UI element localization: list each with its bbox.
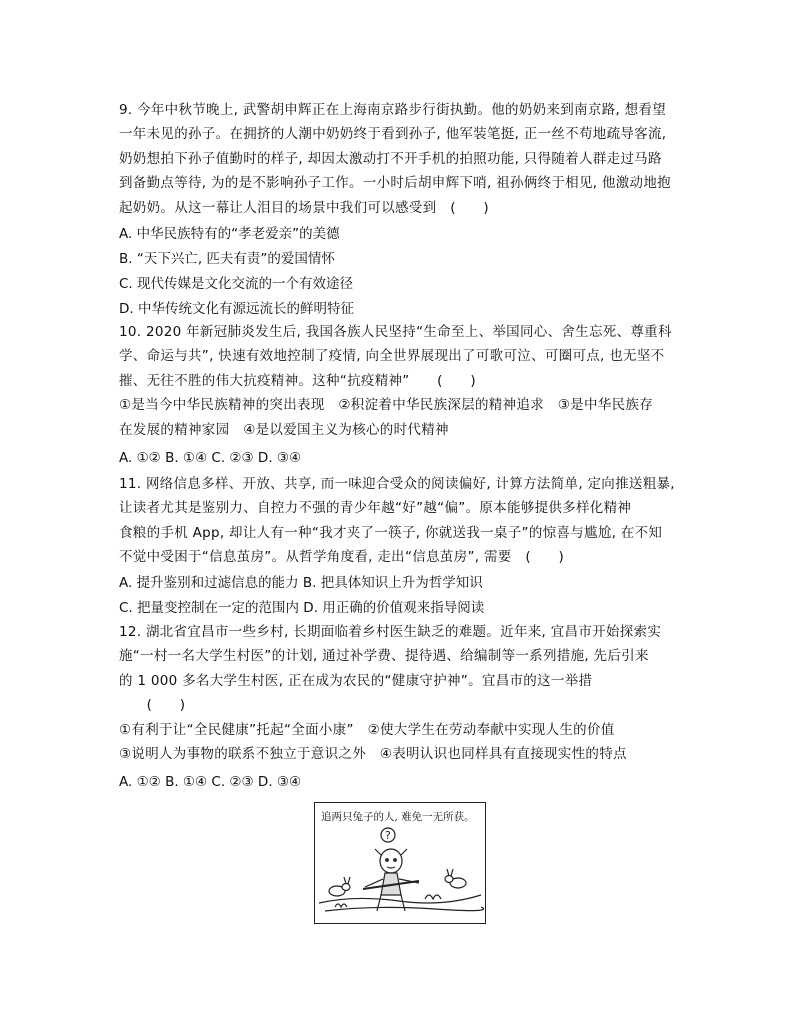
question-9 [119,98,677,220]
question-text-line: ①是当今中华民族精神的突出表现 ②积淀着中华民族深层的精神追求 ③是中华民族存 [119,397,654,414]
question-text-line: 9. 今年中秋节晚上, 武警胡申辉正在上海南京路步行街执勤。他的奶奶来到南京路, 想看望 [119,102,667,118]
question-text-line: 在发展的精神家园 ④是以爱国主义为核心的时代精神 [119,421,449,438]
question-text-line: ③说明人为事物的联系不独立于意识之外 ④表明认识也同样具有直接现实性的特点 [119,746,627,763]
question-text-line: 摧、无往不胜的伟大抗疫精神。这种“抗疫精神” ( ) [119,372,476,389]
answer-options: A. ①② B. ①④ C. ②③ D. ③④ [119,450,302,466]
question-11 [119,472,677,570]
option-b: B. “天下兴亡, 匹夫有责”的爱国情怀 [119,251,335,267]
question-text-line: 奶奶想拍下孙子值勤时的样子, 却因太激动打不开手机的拍照功能, 只得随着人群走过马路 [119,150,662,167]
answer-options: A. ①② B. ①④ C. ②③ D. ③④ [119,774,302,790]
option-c: C. 现代传媒是文化交流的一个有效途径 [119,276,354,292]
question-text-line: 一年未见的孙子。在拥挤的人潮中奶奶终于看到孙子, 他军装笔挺, 正一丝不苟地疏导客流, [119,126,667,143]
question-text-line: 的 1 000 多名大学生村医, 正在成为农民的“健康守护神”。宜昌市的这一举措 [119,672,593,689]
question-text-line: ①有利于让“全民健康”托起“全面小康” ②使大学生在劳动奉献中实现人生的价值 [119,721,615,738]
question-text-line: ( ) [119,697,186,714]
cartoon-illustration [314,802,486,924]
cartoon-caption: 追两只兔子的人, 难免一无所获。 [321,811,475,823]
question-10 [119,320,677,442]
option-cd: C. 把量变控制在一定的范围内 D. 用正确的价值观来指导阅读 [119,600,485,616]
question-12 [119,620,677,766]
question-text-line: 食粮的手机 App, 却让人有一种“我才夹了一筷子, 你就送我一桌子”的惊喜与尴尬, 在不知 [119,524,663,541]
question-text-line: 到备勤点等待, 为的是不影响孙子工作。一小时后胡申辉下哨, 祖孙俩终于相见, 他激动地抱 [119,175,671,192]
question-text-line: 施“一村一名大学生村医”的计划, 通过补学费、提待遇、给编制等一系列措施, 先后引来 [119,648,649,665]
question-text-line: 11. 网络信息多样、开放、共享, 而一味迎合受众的阅读偏好, 计算方法简单, 定向推送粗暴, [119,476,675,492]
question-text-line: 不觉中受困于“信息茧房”。从哲学角度看, 走出“信息茧房”, 需要 ( ) [119,549,565,566]
question-text-line: 起奶奶。从这一幕让人泪目的场景中我们可以感受到 ( ) [119,199,489,216]
option-a: A. 中华民族特有的“孝老爱亲”的美德 [119,226,340,242]
option-ab: A. 提升鉴别和过滤信息的能力 B. 把具体知识上升为哲学知识 [119,575,483,591]
question-text-line: 10. 2020 年新冠肺炎发生后, 我国各族人民坚持“生命至上、举国同心、舍生忘死、尊重科 [119,324,672,340]
option-d: D. 中华传统文化有源远流长的鲜明特征 [119,301,354,317]
question-text-line: 学、命运与共”, 快速有效地控制了疫情, 向全世界展现出了可歌可泣、可圈可点, 也无坚不 [119,348,665,365]
question-text-line: 让读者尤其是鉴别力、自控力不强的青少年越“好”越“偏”。原本能够提供多样化精神 [119,500,632,517]
question-text-line: 12. 湖北省宜昌市一些乡村, 长期面临着乡村医生缺乏的难题。近年来, 宜昌市开始探索实 [119,624,662,640]
svg-text:?: ? [385,829,391,842]
